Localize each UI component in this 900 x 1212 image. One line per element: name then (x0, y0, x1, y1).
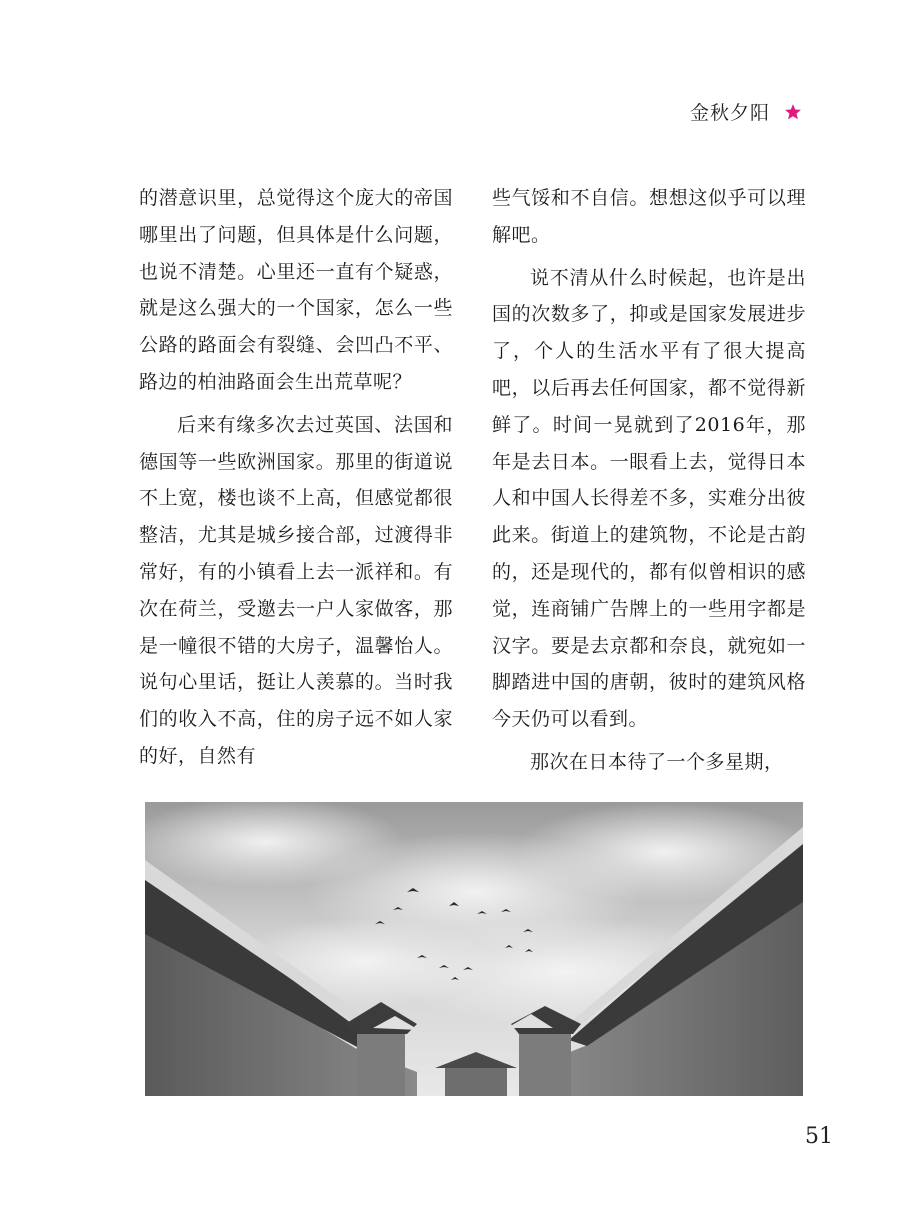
paragraph: 的潜意识里，总觉得这个庞大的帝国哪里出了问题，但具体是什么问题，也说不清楚。心里还一直有个疑惑，就是这么强大的一个国家，怎么一些公路的路面会有裂缝、会凹凸不平、路边的柏油路面会生出荒草呢？ (139, 187, 453, 393)
page-number: 51 (805, 1124, 833, 1149)
left-column (139, 180, 453, 775)
star-icon (784, 103, 802, 121)
paragraph: 那次在日本待了一个多星期， (530, 750, 784, 773)
palace-alley-photo (145, 802, 803, 1096)
paragraph: 些气馁和不自信。想想这似乎可以理解吧。 (492, 187, 806, 246)
paragraph: 后来有缘多次去过英国、法国和德国等一些欧洲国家。那里的街道说不上宽，楼也谈不上高，但感觉都很整洁，尤其是城乡接合部，过渡得非常好，有的小镇看上去一派祥和。有次在荷兰，受邀去一户人家做客，那是一幢很不错的大房子，温馨怡人。说句心里话，挺让人羡慕的。当时我们的收入不高，住的房子远不如人家的好，自然有 (139, 413, 453, 767)
section-title: 金秋夕阳 (689, 102, 770, 124)
paragraph: 说不清从什么时候起，也许是出国的次数多了，抑或是国家发展进步了，个人的生活水平有了很大提高吧，以后再去任何国家，都不觉得新鲜了。时间一晃就到了2016年，那年是去日本。一眼看上去，觉得日本人和中国人长得差不多，实难分出彼此来。街道上的建筑物，不论是古韵的，还是现代的，都有似曾相识的感觉，连商铺广告牌上的一些用字都是汉字。要是去京都和奈良，就宛如一脚踏进中国的唐朝，彼时的建筑风格今天仍可以看到。 (492, 266, 806, 731)
right-column (492, 180, 806, 781)
running-header (690, 98, 802, 125)
